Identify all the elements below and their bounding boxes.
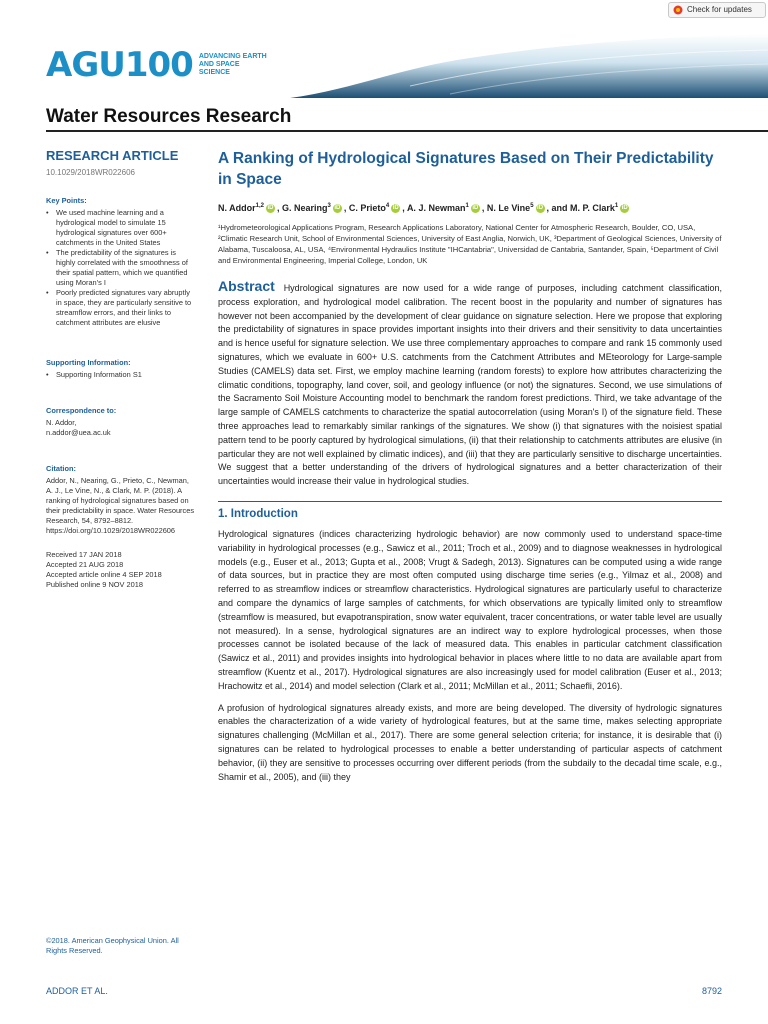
author-list: N. Addor$^{1,2}$ iD , G. Nearing$^3$ iD , C. Prieto$^4$ iD , A. J. Newman$^1$ iD , N. Le Vine$^5$ iD , and M. P. Clark$^1$ iD bbox=[218, 203, 628, 213]
abstract-text: Hydrological signatures are now used for a wide range of purposes, including catchment classification, process exploration, and hydrological model calibration. The recent boost in the popularity and number of signatures has however not been accompanied by the development of clear guidance on signature selection. Here we propose that exploring the predictability of signatures in space provides important insights into their drivers and their sensitivity to data uncertainties and is hence useful for signature selection. We use three complementary approaches to compare and rank 15 commonly used signatures, which we evaluate in 600+ U.S. catchments from the Catchment Attributes and MEteorology for Large-sample Studies (CAMELS) data set. First, we employ machine learning (random forests) to explore how attributes characterizing the climatic conditions, topography, land cover, soil, and geology influence (or not) the signatures. Second, we use simulations of the Sacramento Soil Moisture Accounting model to benchmark the random forest predictions. Third, we take advantage of the large sample of CAMELS catchments to characterize the spatial autocorrelation (using Moran's I) of the signature field. These three approaches lead to remarkably similar rankings of the signatures. We show (i) that signatures with the noisiest spatial pattern tend to be poorly captured by hydrological simulations, (ii) that their relationship to catchments attributes are elusive (in particular they are not well explained by climatic indices), and (iii) that they are particularly sensitive to discharge uncertainties. We suggest that a better understanding of the drivers of hydrological signatures and a better characterization of their uncertainties would increase their value in hydrological studies. bbox=[218, 283, 722, 487]
footer-page-number: 8792 bbox=[701, 986, 722, 996]
author-affiliations: ¹Hydrometeorological Applications Program, Research Applications Laboratory, National Center for Atmospheric Research, Boulder, CO, USA, ²Climatic Research Unit, School of Environmental Sciences, University of East Anglia, Norwich, UK, ³Department of Geological Sciences, University of Alabama, Tuscaloosa, AL, USA, ⁴Environmental Hydraulics Institute "IHCantabria", Universidad de Cantabria, Santander, Spain, ⁵Department of Civil and Environmental Engineering, Imperial College, London, UK bbox=[218, 223, 722, 265]
author-name[interactable]: N. Addor bbox=[218, 203, 256, 213]
journal-header bbox=[0, 28, 768, 98]
section-divider bbox=[218, 501, 722, 502]
article-doi[interactable]: 10.1029/2018WR022606 bbox=[46, 168, 135, 177]
body-paragraph: A profusion of hydrological signatures already exists, and more are being developed. The diversity of hydrologic signatures enables the characterization of a wide variety of hydrological features, but at the same time, makes selecting appropriate signatures challenging (McMillan et al., 2017). There are some general selection criteria; for instance, it is desirable that (i) signatures can be related to hydrological processes to enable a better understanding of particular aspects of catchment behavior, (ii) they are sensitive to processes occurring over different periods (from the subdaily to the decadal time scale, e.g., Shamir et al., 2005), and (iii) they bbox=[218, 702, 722, 782]
check-for-updates-button[interactable] bbox=[668, 2, 766, 18]
agu-tagline: ADVANCING EARTH AND SPACE SCIENCE bbox=[198, 53, 267, 76]
orcid-icon[interactable]: iD bbox=[537, 205, 544, 212]
author-name[interactable]: C. Prieto bbox=[348, 203, 386, 213]
article-main bbox=[218, 148, 722, 792]
correspondence-email[interactable]: n.addor@uea.ac.uk bbox=[46, 428, 111, 437]
key-points-heading: Key Points: bbox=[46, 196, 87, 205]
author-name[interactable]: N. Le Vine bbox=[486, 203, 531, 213]
orcid-icon[interactable]: iD bbox=[267, 205, 274, 212]
author-affil-sup: 5 bbox=[530, 203, 534, 209]
citation-text: Addor, N., Nearing, G., Prieto, C., Newman, A. J., Le Vine, N., & Clark, M. P. (2018). A ranking of hydrological signatures based on their predictability in space. Water Resources Research, 54, 8792–8812. https://doi.org/10.1029/2018WR022606 bbox=[46, 476, 195, 535]
key-point-item: • Poorly predicted signatures vary abruptly in space, they are particularly sensitive to streamflow errors, and their links to catchment attributes are elusive bbox=[46, 288, 196, 328]
orcid-icon[interactable]: iD bbox=[472, 205, 479, 212]
correspondence-heading: Correspondence to: bbox=[46, 406, 117, 415]
author-affil-sup: 1,2 bbox=[255, 203, 265, 209]
abstract-heading: Abstract bbox=[218, 278, 275, 294]
date-published: Published online 9 NOV 2018 bbox=[46, 580, 143, 589]
key-points-list bbox=[46, 208, 196, 328]
author-name[interactable]: M. P. Clark bbox=[570, 203, 615, 213]
check-for-updates-label: Check for updates bbox=[687, 5, 752, 14]
author-affil-sup: 3 bbox=[327, 203, 331, 209]
orcid-icon[interactable]: iD bbox=[392, 205, 399, 212]
citation-heading: Citation: bbox=[46, 464, 76, 473]
agu-logo-text: AGU100 bbox=[46, 45, 193, 85]
author-name[interactable]: G. Nearing bbox=[282, 203, 328, 213]
author-name[interactable]: A. J. Newman bbox=[406, 203, 466, 213]
journal-title-rule bbox=[46, 130, 768, 132]
journal-title: Water Resources Research bbox=[46, 106, 292, 127]
article-title: A Ranking of Hydrological Signatures Based on Their Predictability in Space bbox=[218, 150, 714, 188]
orcid-icon[interactable]: iD bbox=[334, 205, 341, 212]
section-heading-introduction: 1. Introduction bbox=[218, 507, 298, 520]
key-point-item: • The predictability of the signatures is highly correlated with the smoothness of their spatial pattern, which we quantified using Moran's I bbox=[46, 248, 196, 288]
body-paragraph: Hydrological signatures (indices characterizing hydrologic behavior) are now commonly used to understand space-time variability in hydrological processes (e.g., Sawicz et al., 2011; Troch et al., 2009) and to diagnose weaknesses in hydrological models (e.g., Euser et al., 2013; Gupta et al., 2008; Vrugt & Sadegh, 2013). Signatures can be computed using a wide range of data sources, but in practice they are most often computed using discharge time series (e.g., Yilmaz et al., 2008) and referred to as streamflow indices or streamflow characteristics. Hydrological signatures are particularly useful to characterize and compare the dynamics of large samples of catchments, for which observations are typically limited only to streamflow (streamflow is measured, but evapotranspiration, snow water equivalent, tracer concentrations, or water table level are usually not measured). In a sense, hydrological signatures are an indirect way to explore hydrological processes, when those processes cannot be isolated because of the lack of measured data. This enables in particular catchment classification (Sawicz et al., 2011) and provides insights into hydrological behavior in places where little to no data are available apart from streamflow (Kuentz et al., 2017). Hydrological signatures are also increasingly used for model calibration (Euser et al., 2013; Hrachowitz et al., 2014) and model selection (Clark et al., 2011; McMillan et al., 2011; Schaefli, 2016). bbox=[218, 528, 722, 691]
ocean-wave-banner bbox=[290, 28, 768, 98]
agu-logo bbox=[46, 45, 269, 85]
orcid-icon[interactable]: iD bbox=[621, 205, 628, 212]
author-affil-sup: 4 bbox=[385, 203, 390, 209]
sidebar bbox=[46, 148, 196, 590]
article-dates bbox=[46, 550, 196, 590]
abstract-block bbox=[218, 280, 722, 489]
supporting-info-item[interactable]: • Supporting Information S1 bbox=[46, 370, 196, 380]
key-point-item: • We used machine learning and a hydrological model to simulate 15 hydrological signatures over 600+ catchments in the United States bbox=[46, 208, 196, 248]
article-type-label: RESEARCH ARTICLE bbox=[46, 148, 179, 163]
copyright-notice: ©2018. American Geophysical Union. All Rights Reserved. bbox=[46, 936, 179, 955]
supporting-info-heading: Supporting Information: bbox=[46, 358, 131, 367]
author-affil-sup: 1 bbox=[465, 203, 469, 209]
introduction-body bbox=[218, 528, 722, 784]
date-accepted-online: Accepted article online 4 SEP 2018 bbox=[46, 570, 162, 579]
crossmark-icon bbox=[673, 5, 683, 15]
supporting-info-list bbox=[46, 370, 196, 380]
footer-running-author: ADDOR ET AL. bbox=[46, 986, 108, 996]
date-accepted: Accepted 21 AUG 2018 bbox=[46, 560, 124, 569]
author-affil-sup: 1 bbox=[614, 203, 619, 209]
correspondence-name: N. Addor, bbox=[46, 418, 77, 427]
date-received: Received 17 JAN 2018 bbox=[46, 550, 122, 559]
